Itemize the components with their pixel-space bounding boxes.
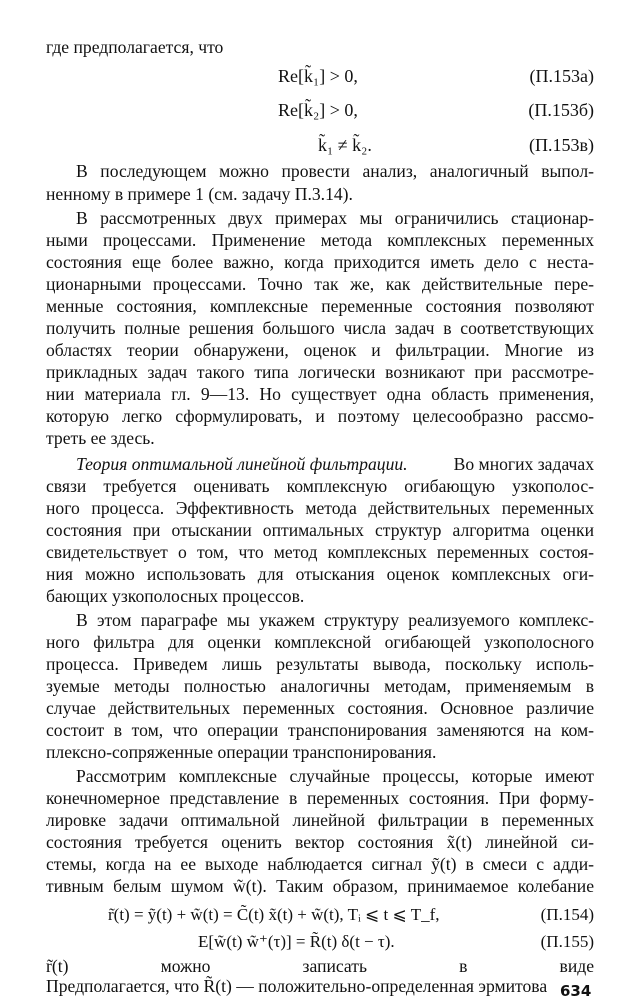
- equation-153a: Re[k̃₁] > 0,: [278, 66, 358, 86]
- text-line: нии материала гл. 9—13. Но существует одна область применения,: [46, 384, 594, 404]
- text-line: которую легко сформулировать, и поэтому целесообразно рассмо-: [46, 406, 594, 426]
- equation-153b: Re[k̃₂] > 0,: [278, 100, 358, 120]
- text-line: ными процессами. Применение метода комплексных переменных: [46, 230, 594, 250]
- text-line: бающих узкополосных процессов.: [46, 586, 305, 606]
- text-line: конечномерное представление в переменных состояния. При форму-: [46, 788, 594, 808]
- intro-line: где предполагается, что: [46, 37, 224, 57]
- text-line: получить полные решения большого числа задач в соответствующих: [46, 318, 594, 338]
- equation-154: r̃(t) = ỹ(t) + w̃(t) = C̃(t) x̃(t) + w̃(t), Tᵢ ⩽ t ⩽ T_f,: [108, 905, 440, 924]
- text-line: связи требуется оценивать комплексную огибающую узкополос-: [46, 476, 594, 496]
- text-line: зуемые методы полностью аналогичны методам, применяемым в: [46, 676, 594, 696]
- text-line: менные состояния, комплексные переменные состояния позволяют: [46, 296, 594, 316]
- equation-label-155: (П.155): [540, 932, 594, 951]
- text-line: r̃(t) можно записать в виде: [46, 956, 594, 976]
- text-line: Предполагается, что R̃(t) — положительно-определенная эрмитова: [46, 976, 548, 996]
- equation-155: E[w̃(t) w̃⁺(τ)] = R̃(t) δ(t − τ).: [198, 932, 395, 951]
- text-line: тивным белым шумом w̃(t). Таким образом, принимаемое колебание: [46, 876, 594, 896]
- text-line: В последующем можно провести анализ, аналогичный выпол-: [76, 161, 594, 181]
- text-line: ционарными процессами. Точно так же, как действительные пере-: [46, 274, 594, 294]
- text-line: стемы, когда на ее выходе наблюдается сигнал ỹ(t) в смеси с адди-: [46, 854, 594, 874]
- text-line: ненному в примере 1 (см. задачу П.3.14).: [46, 184, 353, 204]
- text-line: случае действительных переменных состояния. Основное различие: [46, 698, 594, 718]
- text-line: состояния требуется оценить вектор состояния x̃(t) линейной си-: [46, 832, 594, 852]
- text-line: прикладных задач такого типа логически возникают при рассмотре-: [46, 362, 594, 382]
- text-line: свидетельствует о том, что метод комплексных переменных состоя-: [46, 542, 594, 562]
- subsection-line: [76, 453, 594, 475]
- text-line: ного процесса. Эффективность метода действительных переменных: [46, 498, 594, 518]
- text-line: Рассмотрим комплексные случайные процессы, которые имеют: [76, 766, 594, 786]
- text-line: треть ее здесь.: [46, 428, 155, 448]
- equation-153v: k̃₁ ≠ k̃₂.: [318, 135, 372, 155]
- text-line: ния можно использовать для отыскания оценок комплексных оги-: [46, 564, 594, 584]
- text-fragment: Во многих задачах: [453, 454, 594, 474]
- equation-label-153a: (П.153а): [529, 66, 594, 86]
- equation-label-153b: (П.153б): [528, 100, 594, 120]
- text-line: В этом параграфе мы укажем структуру реализуемого комплекс-: [76, 610, 594, 630]
- text-line: ного фильтра для оценки комплексной огибающей узкополосного: [46, 632, 594, 652]
- text-line: состояния при отыскании оптимальных структур алгоритма оценки: [46, 520, 594, 540]
- text-line: состояния еще более важно, когда приходится иметь дело с неста-: [46, 252, 594, 272]
- page-number: 634: [560, 982, 592, 1000]
- equation-label-154: (П.154): [540, 905, 594, 924]
- subsection-heading: Теория оптимальной линейной фильтрации.: [76, 454, 408, 474]
- text-line: областях теории обнаружени, оценок и фильтрации. Многие из: [46, 340, 594, 360]
- text-line: плексно-сопряженные операции транспонирования.: [46, 742, 437, 762]
- text-line: В рассмотренных двух примерах мы ограничились стационар-: [76, 208, 594, 228]
- text-line: состоит в том, что операции транспонирования заменяются на ком-: [46, 720, 594, 740]
- equation-label-153v: (П.153в): [529, 135, 594, 155]
- text-line: процесса. Приведем лишь результаты вывода, поскольку исполь-: [46, 654, 594, 674]
- text-line: лировке задачи оптимальной линейной фильтрации в переменных: [46, 810, 594, 830]
